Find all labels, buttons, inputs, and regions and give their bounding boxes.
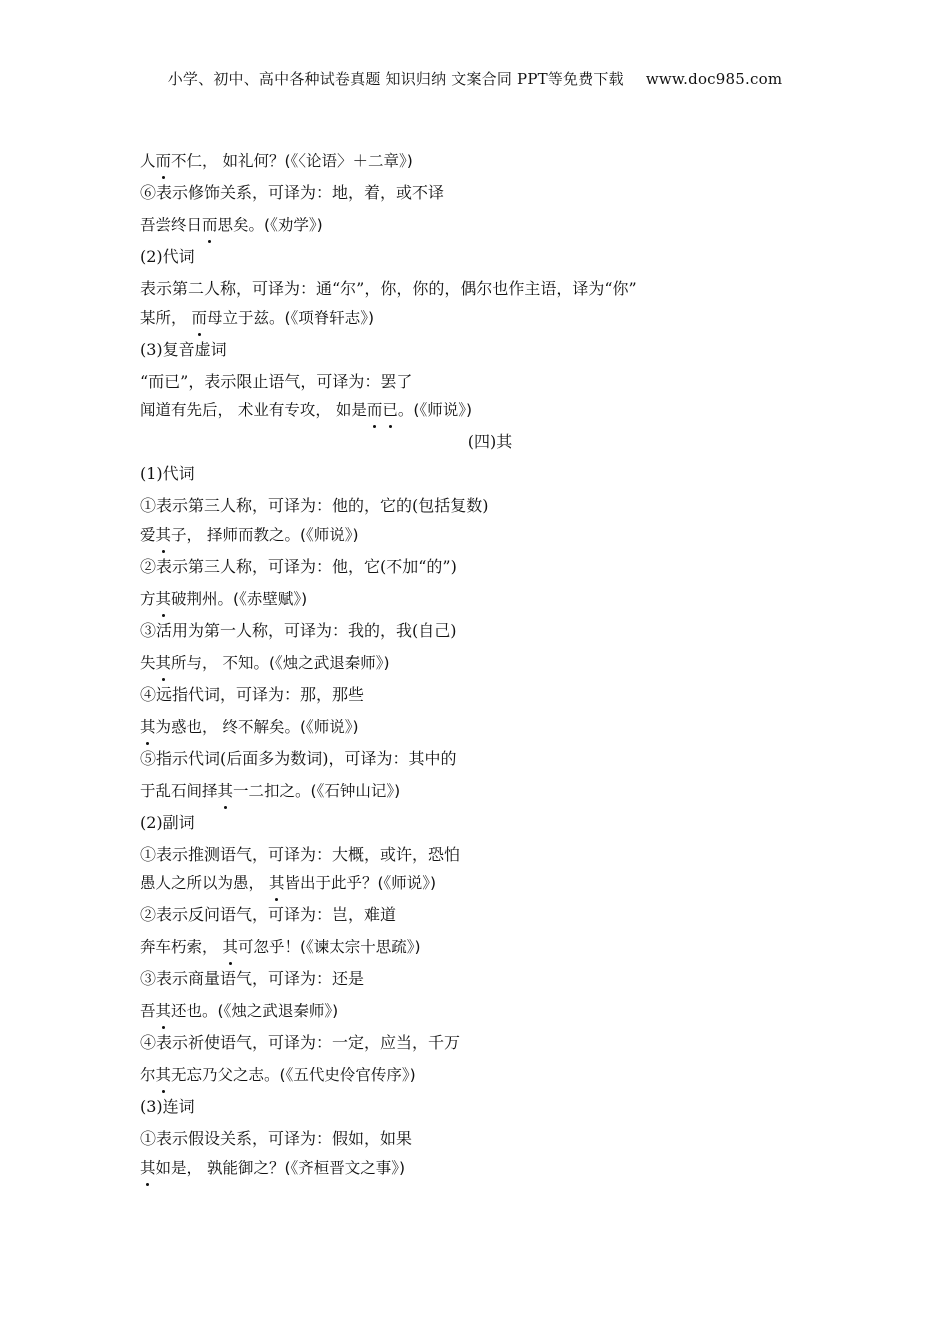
example-sentence [140,1062,820,1094]
text-fragment: 某所， [140,308,192,327]
example-sentence [140,148,820,180]
text-fragment: ④表示祈使语气，可译为：一定，应当，千万 [140,1033,461,1052]
example-sentence [140,305,820,337]
text-fragment: 于乱石间择 [140,781,218,800]
document-body [140,148,820,1187]
page-header [0,68,950,89]
example-sentence [140,998,820,1030]
text-fragment: ③活用为第一人称，可译为：我的，我(自己) [140,620,457,640]
text-fragment: (四)其 [467,432,513,451]
text-fragment: ②表示第三人称，可译为：他，它(不加“的”) [140,556,457,576]
emphasized-character: 其 [156,586,172,612]
text-fragment: (1)代词 [140,464,195,483]
text-fragment: ②表示反问语气，可译为：岂，难道 [140,905,397,924]
explanation-line [140,554,820,586]
text-fragment: 一二扣之。(《石钟山记》) [233,781,401,800]
text-fragment: 愚人之所以为愚， [140,874,269,892]
emphasized-character: 而 [367,397,383,423]
explanation-line [140,493,820,522]
explanation-line [140,1030,820,1062]
emphasized-character: 其 [218,778,234,804]
section-title [140,429,840,461]
text-fragment: 皆出于此乎？(《师说》) [284,874,437,892]
text-fragment: 爱 [140,525,156,544]
emphasized-character: 而 [191,305,207,331]
explanation-line [140,369,820,398]
explanation-line [140,966,820,998]
example-sentence [140,650,820,682]
text-fragment: 失 [140,653,156,672]
explanation-line [140,461,820,493]
text-fragment: 无忘乃父之志。(《五代史伶官传序》) [171,1066,416,1084]
explanation-line [140,618,820,650]
text-fragment: ⑤指示代词(后面多为数词)，可译为：其中的 [140,748,457,768]
explanation-line [140,682,820,714]
text-fragment: 思矣。(《劝学》) [217,216,323,234]
emphasized-character: 其 [140,714,156,740]
text-fragment: ①表示推测语气，可译为：大概，或许，恐怕 [140,844,461,864]
emphasized-character: 其 [156,522,172,548]
header-text: 小学、初中、高中各种试卷真题 知识归纳 文案合同 PPT等免费下载 [167,70,624,88]
text-fragment: 奔车朽索， [140,938,223,956]
text-fragment: (2)副词 [140,812,195,832]
text-fragment: “而已”，表示限止语气，可译为：罢了 [140,371,413,391]
text-fragment: (3)连词 [140,1097,195,1116]
emphasized-character: 其 [156,998,172,1024]
example-sentence [140,586,820,618]
explanation-line [140,1126,820,1155]
text-fragment: ①表示假设关系，可译为：假如，如果 [140,1129,413,1148]
text-fragment: ⑥表示修饰关系，可译为：地，着，或不译 [140,183,445,202]
text-fragment: ④远指代词，可译为：那，那些 [140,684,365,704]
text-fragment: 闻道有先后， 术业有专攻， 如是 [140,401,367,419]
example-sentence [140,934,820,966]
explanation-line [140,180,820,212]
explanation-line [140,244,820,276]
text-fragment: 还也。(《烛之武退秦师》) [171,1002,339,1020]
text-fragment: 可忽乎！(《谏太宗十思疏》) [237,938,421,956]
explanation-line [140,842,820,871]
explanation-line [140,746,820,778]
explanation-line [140,810,820,842]
emphasized-character: 其 [140,1155,156,1181]
text-fragment: 如是， 孰能御之？(《齐桓晋文之事》) [155,1158,406,1177]
emphasized-character: 其 [269,870,285,896]
emphasized-character: 而 [156,148,172,174]
explanation-line [140,276,820,305]
explanation-line [140,902,820,934]
explanation-line [140,1094,820,1126]
text-fragment: 方 [140,589,156,608]
emphasized-character: 其 [156,650,172,676]
example-sentence [140,714,820,746]
example-sentence [140,870,820,902]
text-fragment: 母立于兹。(《项脊轩志》) [206,308,375,327]
emphasized-character: 已 [382,397,398,423]
text-fragment: 不仁， 如礼何？(《〈论语〉＋二章》) [171,152,413,170]
example-sentence [140,212,820,244]
text-fragment: ①表示第三人称，可译为：他的，它的(包括复数) [140,496,489,515]
text-fragment: 为惑也， 终不解矣。(《师说》) [155,717,359,736]
text-fragment: 吾 [140,1002,156,1020]
example-sentence [140,522,820,554]
example-sentence [140,397,820,429]
text-fragment: 。(《师说》) [397,401,472,419]
text-fragment: (3)复音虚词 [140,339,227,359]
example-sentence [140,1155,820,1187]
header-site-url: www.doc985.com [645,70,783,88]
text-fragment: 所与， 不知。(《烛之武退秦师》) [171,653,390,672]
text-fragment: (2)代词 [140,247,195,266]
text-fragment: 人 [140,152,156,170]
text-fragment: 子， 择师而教之。(《师说》) [171,525,359,544]
text-fragment: ③表示商量语气，可译为：还是 [140,969,365,988]
emphasized-character: 其 [222,934,238,960]
example-sentence [140,778,820,810]
text-fragment: 尔 [140,1066,156,1084]
text-fragment: 表示第二人称，可译为：通“尔”，你，你的，偶尔也作主语，译为“你” [140,279,637,298]
text-fragment: 吾尝终日 [140,216,203,234]
text-fragment: 破荆州。(《赤壁赋》) [171,589,308,608]
emphasized-character: 其 [156,1062,172,1088]
explanation-line [140,337,820,369]
emphasized-character: 而 [202,212,218,238]
